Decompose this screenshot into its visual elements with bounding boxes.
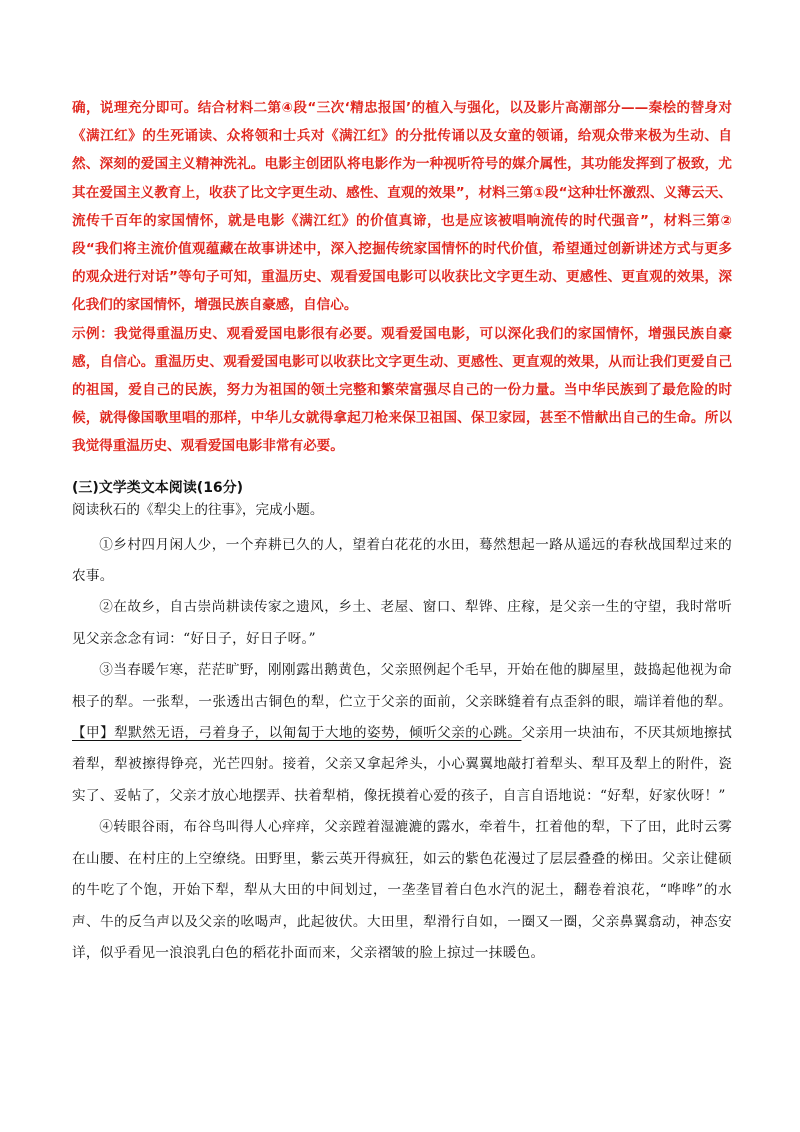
document-page xyxy=(72,94,732,969)
example-answer-paragraph: 示例：我觉得重温历史、观看爱国电影很有必要。观看爱国电影，可以深化我们的家国情怀，增强民族自豪感，自信心。重温历史、观看爱国电影可以收获比文字更生动、更感性、更直观的效果，从而让我们更爱自己的祖国，爱自己的民族，努力为祖国的领土完整和繁荣富强尽自己的一份力量。当中华民族到了最危险的时候，就得像国歌里唱的那样，中华儿女就得拿起刀枪来保卫祖国、保卫家园，甚至不惜献出自己的生命。所以我觉得重温历史、观看爱国电影非常有必要。 xyxy=(72,325,732,455)
section-title: (三)文学类文本阅读(16分) xyxy=(72,479,244,496)
answer-paragraph: 确，说理充分即可。结合材料二第④段“三次‘精忠报国’的植入与强化，以及影片高潮部分——秦桧的替身对《满江红》的生死诵读、众将领和士兵对《满江红》的分批传诵以及女童的领诵，给观众带来极为生动、自然、深刻的爱国主义精神洗礼。电影主创团队将电影作为一种视听符号的媒介属性，其功能发挥到了极致，尤其在爱国主义教育上，收获了比文字更生动、感性、直观的效果”，材料三第①段“这种壮怀激烈、义薄云天、流传千百年的家国情怀，就是电影《满江红》的价值真谛，也是应该被唱响流传的时代强音”，材料三第②段“我们将主流价值观蕴藏在故事讲述中，深入挖掘传统家国情怀的时代价值，希望通过创新讲述方式与更多的观众进行对话”等句子可知，重温历史、观看爱国电影可以收获比文字更生动、更感性、更直观的效果，深化我们的家国情怀，增强民族自豪感，自信心。 xyxy=(72,100,732,314)
text-paragraph-2: ②在故乡，自古崇尚耕读传家之遗风，乡土、老屋、窗口、犁铧、庄稼，是父亲一生的守望，我时常听见父亲念念有词：“好日子，好日子呀。” xyxy=(72,599,732,647)
paragraph-3-part-a: ③当春暖乍寒，茫茫旷野，刚刚露出鹅黄色，父亲照例起个毛早，开始在他的脚屋里，鼓捣起他视为命根子的犁。一张犁，一张透出古铜色的犁，伫立于父亲的面前，父亲眯缝着有点歪斜的眼，端详着他的犁。 xyxy=(72,662,732,710)
text-paragraph-3 xyxy=(72,655,732,812)
section-intro: 阅读秋石的《犁尖上的往事》，完成小题。 xyxy=(72,501,324,518)
text-paragraph-4: ④转眼谷雨，布谷鸟叫得人心痒痒，父亲蹚着湿漉漉的露水，牵着牛，扛着他的犁，下了田，此时云雾在山腰、在村庄的上空缭绕。田野里，紫云英开得疯狂，如云的紫色花漫过了层层叠叠的梯田。父亲让健硕的牛吃了个饱，开始下犁，犁从大田的中间划过，一垄垄冒着白色水汽的泥土，翻卷着浪花，“哗哗”的水声、牛的反刍声以及父亲的吆喝声，此起彼伏。大田里，犁滑行自如，一圈又一圈，父亲鼻翼翕动，神态安详，似乎看见一浪浪乳白色的稻花扑面而来，父亲褶皱的脸上掠过一抹暖色。 xyxy=(72,819,732,961)
paragraph-3-part-b: 父亲用一块油布，不厌其烦地擦拭着犁，犁被擦得铮亮，光芒四射。接着，父亲又拿起斧头，小心翼翼地敲打着犁头、犁耳及犁上的附件，瓷实了、妥帖了，父亲才放心地摆弄、扶着犁梢，像抚摸着心爱的孩子，自言自语地说：“好犁，好家伙呀！” xyxy=(72,725,732,804)
text-paragraph-1: ①乡村四月闲人少，一个弃耕已久的人，望着白花花的水田，蓦然想起一路从遥远的春秋战国犁过来的农事。 xyxy=(72,536,732,585)
underlined-sentence-jia: 【甲】犁默然无语，弓着身子，以匍匐于大地的姿势，倾听父亲的心跳。 xyxy=(72,725,522,742)
